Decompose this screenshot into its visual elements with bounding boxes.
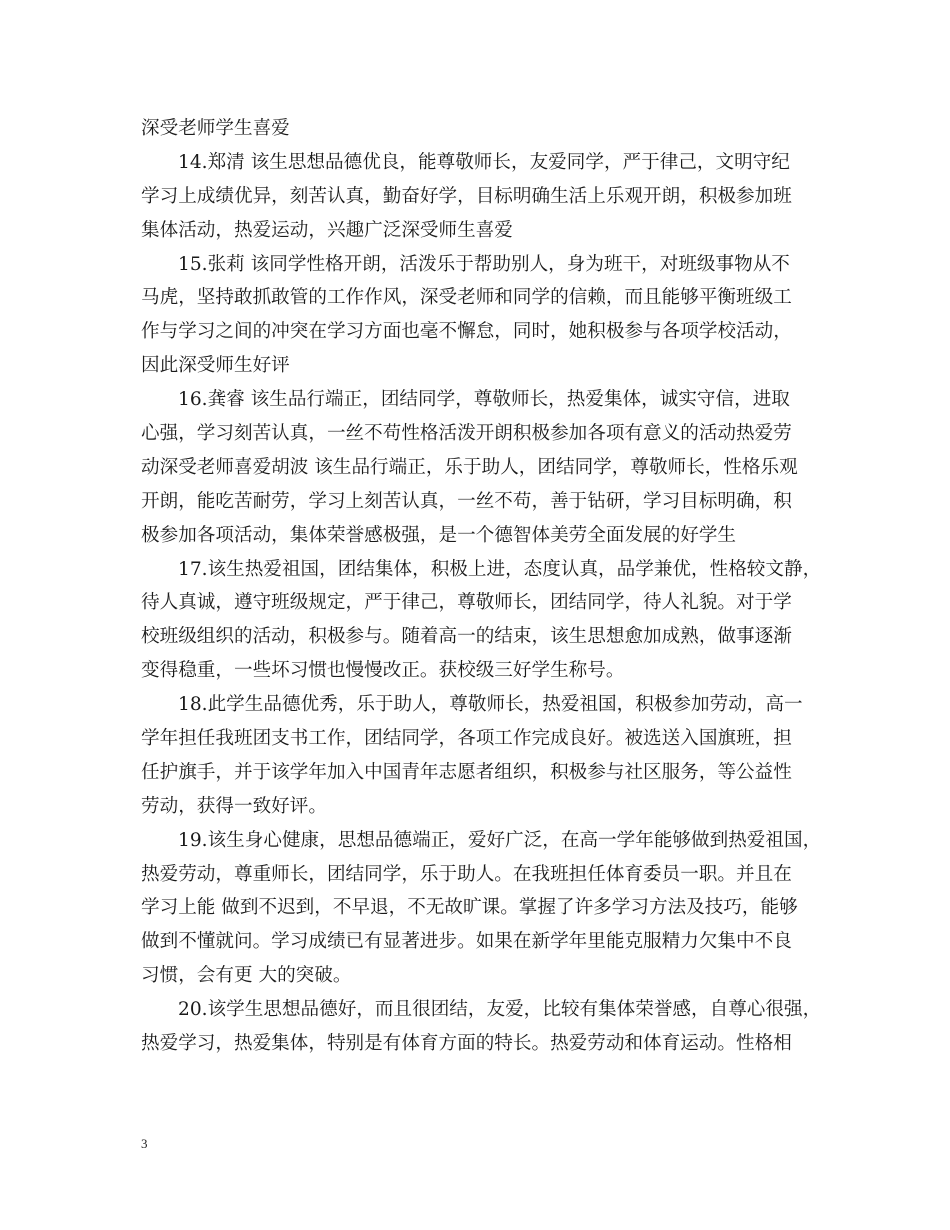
text-line: 学习上成绩优异，刻苦认真，勤奋好学，目标明确生活上乐观开朗，积极参加班	[141, 185, 792, 207]
text-line: 校班级组织的活动，积极参与。随着高一的结束，该生思想愈加成熟，做事逐渐	[141, 626, 792, 648]
text-line: 16.龚睿 该生品行端正，团结同学，尊敬师长，热爱集体，诚实守信，进取	[178, 389, 790, 411]
text-line: 变得稳重，一些坏习惯也慢慢改正。获校级三好学生称号。	[141, 660, 625, 682]
text-line: 开朗，能吃苦耐劳，学习上刻苦认真，一丝不苟，善于钻研，学习目标明确，积	[141, 490, 792, 512]
text-line: 集体活动，热爱运动，兴趣广泛深受师生喜爱	[141, 219, 513, 241]
body-text	[141, 112, 821, 1061]
text-line: 任护旗手，并于该学年加入中国青年志愿者组织，积极参与社区服务，等公益性	[141, 761, 792, 783]
text-line: 学年担任我班团支书工作，团结同学，各项工作完成良好。被选送入国旗班，担	[141, 728, 792, 750]
text-line: 15.张莉 该同学性格开朗，活泼乐于帮助别人，身为班干，对班级事物从不	[178, 253, 790, 275]
page-number: 3	[141, 1136, 148, 1151]
text-line: 极参加各项活动，集体荣誉感极强，是一个德智体美劳全面发展的好学生	[141, 524, 737, 546]
text-line: 心强，学习刻苦认真，一丝不苟性格活泼开朗积极参加各项有意义的活动热爱劳	[141, 423, 792, 445]
text-line: 动深受老师喜爱胡波 该生品行端正，乐于助人，团结同学，尊敬师长，性格乐观	[141, 456, 798, 478]
text-line: 因此深受师生好评	[141, 355, 290, 377]
text-line: 18.此学生品德优秀，乐于助人，尊敬师长，热爱祖国，积极参加劳动，高一	[178, 694, 803, 716]
text-line: 习惯，会有更 大的突破。	[141, 965, 352, 987]
text-line: 20.该学生思想品德好，而且很团结，友爱，比较有集体荣誉感，自尊心很强，	[178, 999, 822, 1021]
text-line: 劳动，获得一致好评。	[141, 795, 327, 817]
text-line: 热爱学习，热爱集体，特别是有体育方面的特长。热爱劳动和体育运动。性格相	[141, 1033, 792, 1055]
text-line: 19.该生身心健康，思想品德端正，爱好广泛，在高一学年能够做到热爱祖国，	[178, 829, 822, 851]
text-line: 做到不懂就问。学习成绩已有显著进步。如果在新学年里能克服精力欠集中不良	[141, 931, 792, 953]
text-line: 待人真诚，遵守班级规定，严于律己，尊敬师长，团结同学，待人礼貌。对于学	[141, 592, 792, 614]
text-line: 马虎，坚持敢抓敢管的工作作风，深受老师和同学的信赖，而且能够平衡班级工	[141, 287, 792, 309]
text-line: 热爱劳动，尊重师长，团结同学，乐于助人。在我班担任体育委员一职。并且在	[141, 863, 792, 885]
text-line: 学习上能 做到不迟到，不早退，不无故旷课。掌握了许多学习方法及技巧，能够	[141, 897, 798, 919]
text-line: 深受老师学生喜爱	[141, 118, 290, 139]
text-line: 14.郑清 该生思想品德优良，能尊敬师长，友爱同学，严于律己，文明守纪	[178, 151, 790, 173]
text-line: 17.该生热爱祖国，团结集体，积极上进，态度认真，品学兼优，性格较文静，	[178, 558, 822, 580]
text-line: 作与学习之间的冲突在学习方面也毫不懈怠，同时，她积极参与各项学校活动，	[141, 321, 792, 343]
